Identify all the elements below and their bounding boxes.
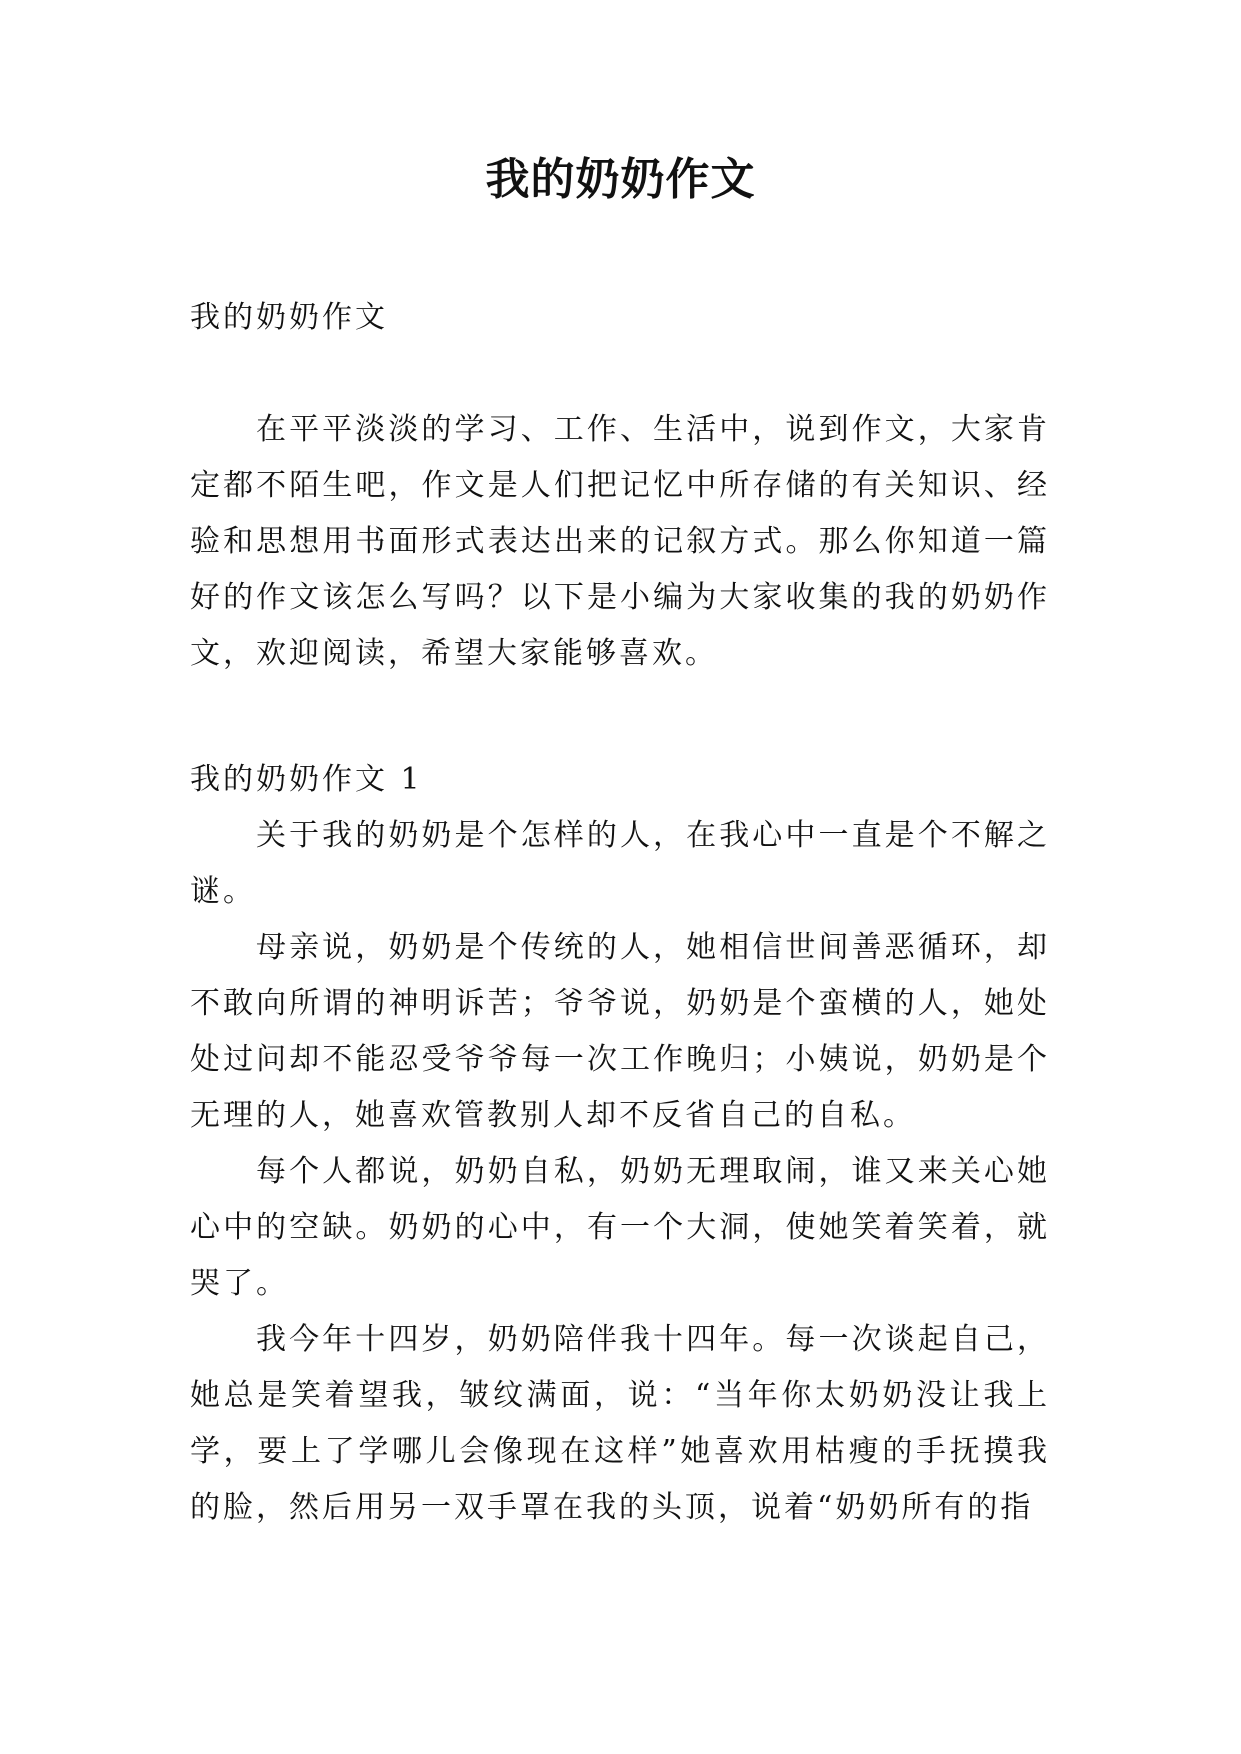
section-paragraph-3: 每个人都说，奶奶自私，奶奶无理取闹，谁又来关心她心中的空缺。奶奶的心中，有一个大洞，使她笑着笑着，就哭了。 xyxy=(190,1154,1050,1301)
document-title: 我的奶奶作文 xyxy=(485,154,756,205)
document-subtitle: 我的奶奶作文 xyxy=(190,300,388,335)
section-heading: 我的奶奶作文 1 xyxy=(190,762,423,797)
section-paragraph-1: 关于我的奶奶是个怎样的人，在我心中一直是个不解之谜。 xyxy=(190,818,1050,909)
essay-section-1 xyxy=(190,752,1050,1536)
section-paragraph-4: 我今年十四岁，奶奶陪伴我十四年。每一次谈起自己，她总是笑着望我，皱纹满面，说：“当年你太奶奶没让我上学，要上了学哪儿会像现在这样”她喜欢用枯瘦的手抚摸我的脸，然后用另一双手罩在我的头顶，说着“奶奶所有的指 xyxy=(190,1322,1050,1525)
intro-paragraph: 在平平淡淡的学习、工作、生活中，说到作文，大家肯定都不陌生吧，作文是人们把记忆中所存储的有关知识、经验和思想用书面形式表达出来的记叙方式。那么你知道一篇好的作文该怎么写吗？以下是小编为大家收集的我的奶奶作文，欢迎阅读，希望大家能够喜欢。 xyxy=(190,412,1050,671)
section-paragraph-2: 母亲说，奶奶是个传统的人，她相信世间善恶循环，却不敢向所谓的神明诉苦；爷爷说，奶奶是个蛮横的人，她处处过问却不能忍受爷爷每一次工作晚归；小姨说，奶奶是个无理的人，她喜欢管教别人却不反省自己的自私。 xyxy=(190,930,1050,1133)
